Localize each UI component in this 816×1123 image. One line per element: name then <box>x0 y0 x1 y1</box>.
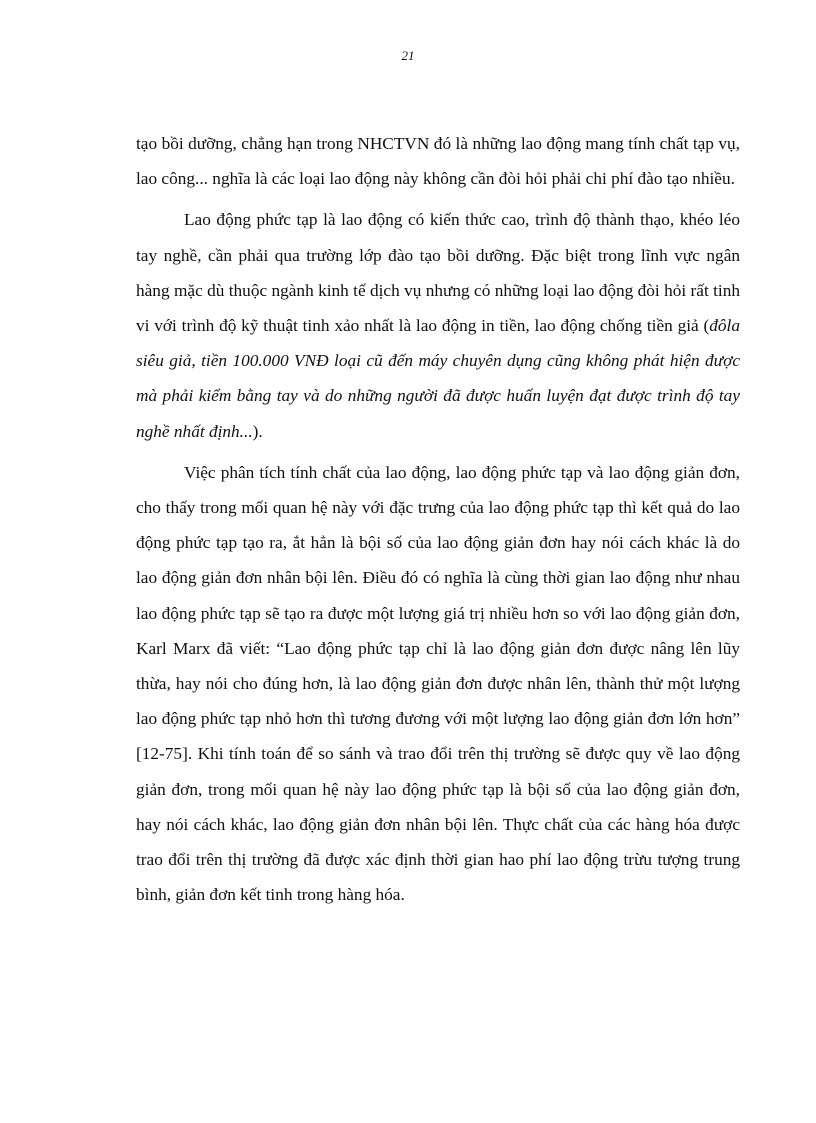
paragraph-2 <box>136 202 740 448</box>
paragraph-2-italic-text: đôla siêu giả, tiền 100.000 VNĐ loại cũ đến máy chuyên dụng cũng không phát hiện được mà phải kiểm bằng tay và do những người đã được huấn luyện đạt được trình độ tay nghề nhất định... <box>136 316 740 441</box>
paragraph-2-text-end: ). <box>252 421 263 441</box>
paragraph-3: Việc phân tích tính chất của lao động, lao động phức tạp và lao động giản đơn, cho thấy trong mối quan hệ này với đặc trưng của lao động phức tạp thì kết quả do lao động phức tạp tạo ra, ắt hẳn là bội số của lao động giản đơn hay nói cách khác là do lao động giản đơn nhân bội lên. Điều đó có nghĩa là cùng thời gian lao động như nhau lao động phức tạp sẽ tạo ra được một lượng giá trị nhiều hơn so với lao động giản đơn, Karl Marx đã viết: “Lao động phức tạp chỉ là lao động giản đơn được nâng lên lũy thừa, hay nói cho đúng hơn, là lao động giản đơn được nhân lên, thành thử một lượng lao động phức tạp nhỏ hơn thì tương đương với một lượng lao động giản đơn lớn hơn” [12-75]. Khi tính toán để so sánh và trao đổi trên thị trường sẽ được quy về lao động giản đơn, trong mối quan hệ này lao động phức tạp là bội số của lao động giản đơn, hay nói cách khác, lao động giản đơn nhân bội lên. Thực chất của các hàng hóa được trao đổi trên thị trường đã được xác định thời gian hao phí lao động trừu tượng trung bình, giản đơn kết tinh trong hàng hóa. <box>136 462 740 905</box>
document-body <box>136 126 740 918</box>
paragraph-2-text-start: Lao động phức tạp là lao động có kiến thức cao, trình độ thành thạo, khéo léo tay nghề, cần phải qua trường lớp đào tạo bồi dưỡng. Đặc biệt trong lĩnh vực ngân hàng mặc dù thuộc ngành kinh tế dịch vụ nhưng có những loại lao động đòi hỏi rất tinh vi với trình độ kỹ thuật tinh xảo nhất là lao động in tiền, lao động chống tiền giả ( <box>136 210 740 336</box>
paragraph-1: tạo bồi dưỡng, chẳng hạn trong NHCTVN đó là những lao động mang tính chất tạp vụ, lao công... nghĩa là các loại lao động này không cần đòi hỏi phải chi phí đào tạo nhiều. <box>136 134 740 189</box>
page-number: 21 <box>401 48 415 63</box>
